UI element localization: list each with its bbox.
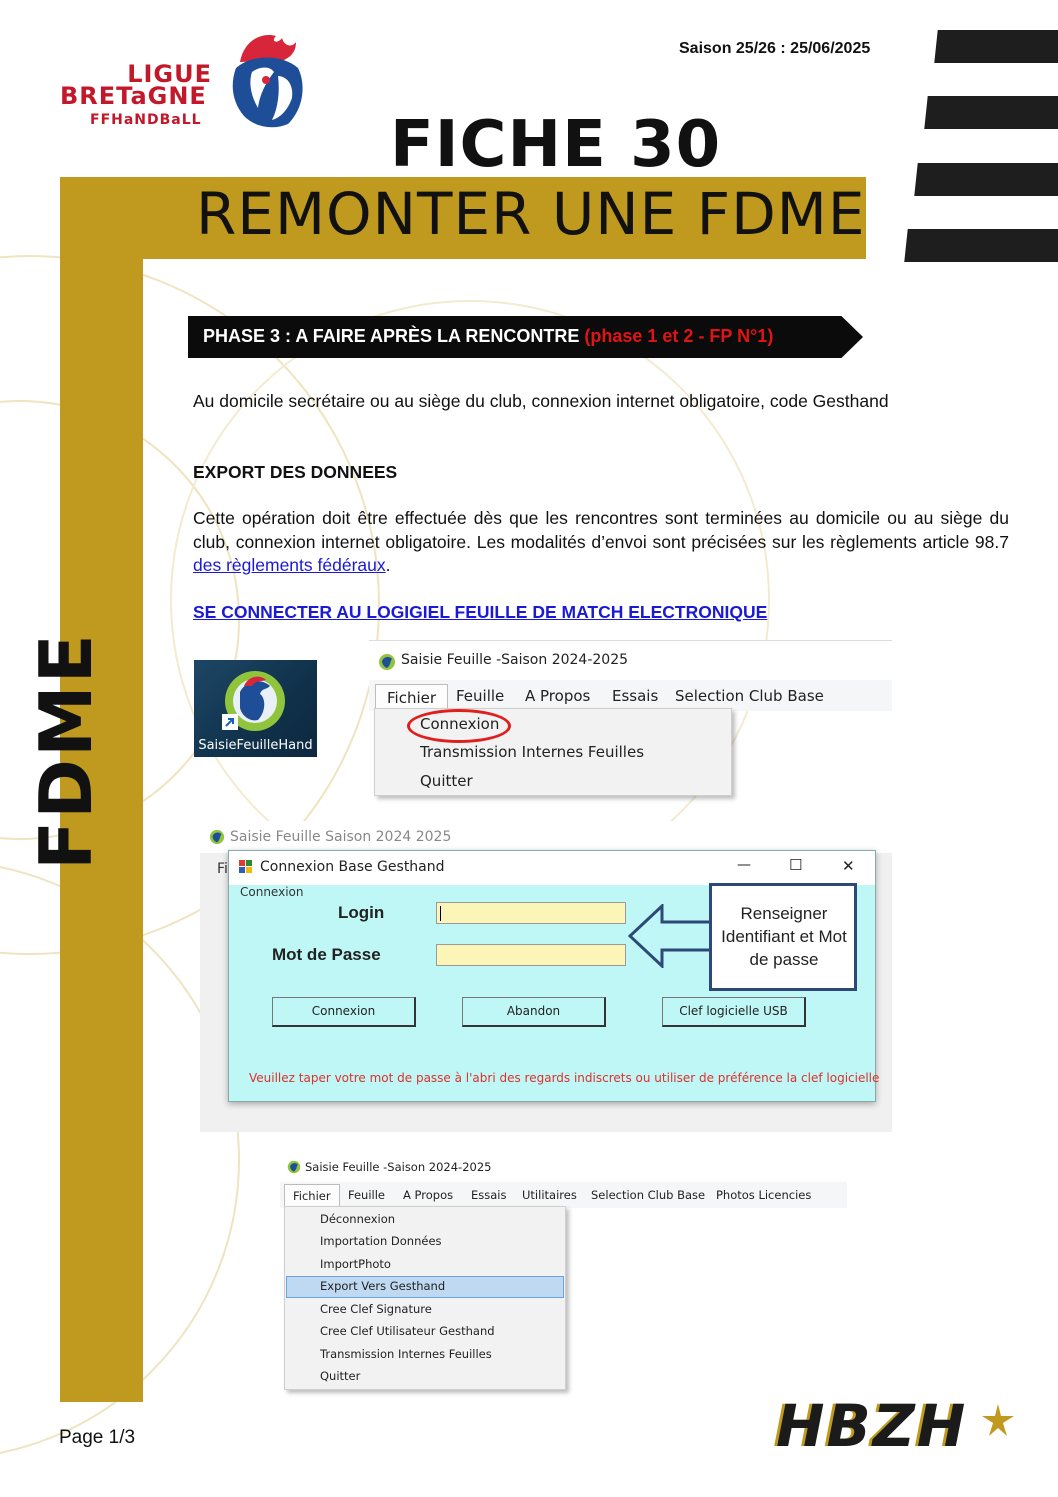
menu-item-export-vers-gesthand[interactable]: Export Vers Gesthand [320,1279,446,1293]
background-window-titlebar [200,821,892,853]
menu-item-cree-clef-utilisateur[interactable]: Cree Clef Utilisateur Gesthand [320,1324,495,1338]
app-icon [209,829,225,845]
app-window-menu [369,640,892,800]
menu-selection-club-base[interactable]: Selection Club Base [591,1188,706,1202]
logo-text-ligue: LIGUE [127,60,212,88]
decorative-stripe [904,229,1058,262]
menu-fichier[interactable]: Fichier [284,1184,340,1208]
background-window-title: Saisie Feuille Saison 2024 2025 [230,829,452,845]
dialog-titlebar [229,851,875,885]
fichier-dropdown [374,708,732,796]
menu-photos-licencies[interactable]: Photos Licencies [716,1188,812,1202]
connexion-button[interactable]: Connexion [272,997,416,1027]
menu-selection-club-base[interactable]: Selection Club Base [675,687,824,705]
usb-key-button[interactable]: Clef logicielle USB [662,997,806,1027]
menu-a-propos[interactable]: A Propos [525,687,591,705]
ligue-bretagne-logo [58,32,308,132]
login-label: Login [338,903,385,922]
phase-label: PHASE 3 : A FAIRE APRÈS LA RENCONTRE [203,326,580,346]
security-warning: Veuillez taper votre mot de passe à l'abri des regards indiscrets ou utiliser de préférence la clef logicielle [249,1071,880,1085]
menu-a-propos[interactable]: A Propos [403,1188,454,1202]
menu-fichier[interactable]: Fichier [375,684,448,711]
menu-item-transmission[interactable]: Transmission Internes Feuilles [320,1347,492,1361]
season-date: Saison 25/26 : 25/06/2025 [679,40,871,57]
desktop-shortcut-label: SaisieFeuilleHand [198,738,313,753]
export-paragraph-end: . [385,555,391,575]
page-number: Page 1/3 [59,1427,136,1448]
fichier-dropdown [284,1206,566,1390]
menu-bar [369,680,892,711]
app-icon [378,653,396,671]
intro-text: Au domicile secrétaire ou au siège du club, connexion internet obligatoire, code Gesthand [193,391,889,411]
reglements-link[interactable]: des règlements fédéraux [193,555,386,575]
shortcut-arrow-icon [222,714,238,730]
minimize-icon[interactable]: — [737,857,751,873]
menu-item-quitter[interactable]: Quitter [320,1369,361,1383]
window-title: Saisie Feuille -Saison 2024-2025 [401,652,629,668]
highlight-ellipse [407,709,511,743]
star-swirl-icon [976,1400,1020,1440]
callout-text: Renseigner Identifiant et Mot de passe [721,904,847,969]
callout-box [709,883,857,991]
dialog-title: Connexion Base Gesthand [260,859,445,875]
side-label: FDME [24,632,108,870]
abandon-button[interactable]: Abandon [462,997,606,1027]
rooster-emblem-icon [230,32,310,132]
menu-item-cree-clef-signature[interactable]: Cree Clef Signature [320,1302,432,1316]
text-caret [440,906,441,921]
close-icon[interactable]: ✕ [842,857,855,875]
decorative-stripe [934,30,1058,63]
dialog-app-icon [238,859,254,875]
maximize-icon[interactable]: ☐ [789,856,803,874]
decorative-stripe [924,96,1058,129]
logo-text-bretagne: BRETaGNE [60,82,207,110]
menu-item-importation-donnees[interactable]: Importation Données [320,1234,442,1248]
app-window-export [280,1154,847,1394]
connexion-group-label: Connexion [240,885,304,899]
export-heading: EXPORT DES DONNEES [193,462,398,482]
menu-item-transmission[interactable]: Transmission Internes Feuilles [420,743,645,761]
page-title: REMONTER UNE FDME [196,180,866,248]
phase-banner [188,316,863,358]
menu-item-quitter[interactable]: Quitter [420,772,473,790]
menu-essais[interactable]: Essais [471,1188,507,1202]
menu-bar [280,1182,847,1208]
login-input[interactable] [436,902,626,924]
menu-item-deconnexion[interactable]: Déconnexion [320,1212,396,1226]
password-input[interactable] [436,944,626,966]
hbzh-logo [776,1394,1026,1464]
connect-heading-link[interactable]: SE CONNECTER AU LOGIGIEL FEUILLE DE MATCH ELECTRONIQUE [193,602,768,622]
menu-item-connexion[interactable]: Connexion [420,715,500,733]
app-icon [287,1160,301,1174]
page-title-number: FICHE 30 [390,108,722,182]
phase-banner-text [203,326,773,347]
menu-feuille[interactable]: Feuille [456,687,505,705]
export-paragraph-text: Cette opération doit être effectuée dès que les rencontres sont terminées au domicile ou au siège du club, connexion internet obligatoire. Les modalités d’envoi sont précisées sur les règlements article 98.7 [193,508,1009,552]
logo-text-ffhandball: FFHaNDBaLL [90,112,202,128]
window-titlebar [280,1154,847,1182]
phase-note: (phase 1 et 2 - FP N°1) [584,326,774,346]
login-screenshot [200,821,892,1132]
desktop-shortcut[interactable] [194,660,317,757]
window-titlebar [369,640,892,680]
decorative-stripe [914,163,1058,196]
callout-arrow [628,904,718,968]
window-title: Saisie Feuille -Saison 2024-2025 [305,1160,492,1174]
password-label: Mot de Passe [272,945,381,964]
menu-feuille[interactable]: Feuille [348,1188,386,1202]
menu-item-importphoto[interactable]: ImportPhoto [320,1257,391,1271]
menu-utilitaires[interactable]: Utilitaires [522,1188,577,1202]
hbzh-logo-text: HBZH [776,1392,968,1460]
background-menu-stub: Fi [217,861,228,877]
menu-essais[interactable]: Essais [612,687,659,705]
export-paragraph [193,507,1009,578]
